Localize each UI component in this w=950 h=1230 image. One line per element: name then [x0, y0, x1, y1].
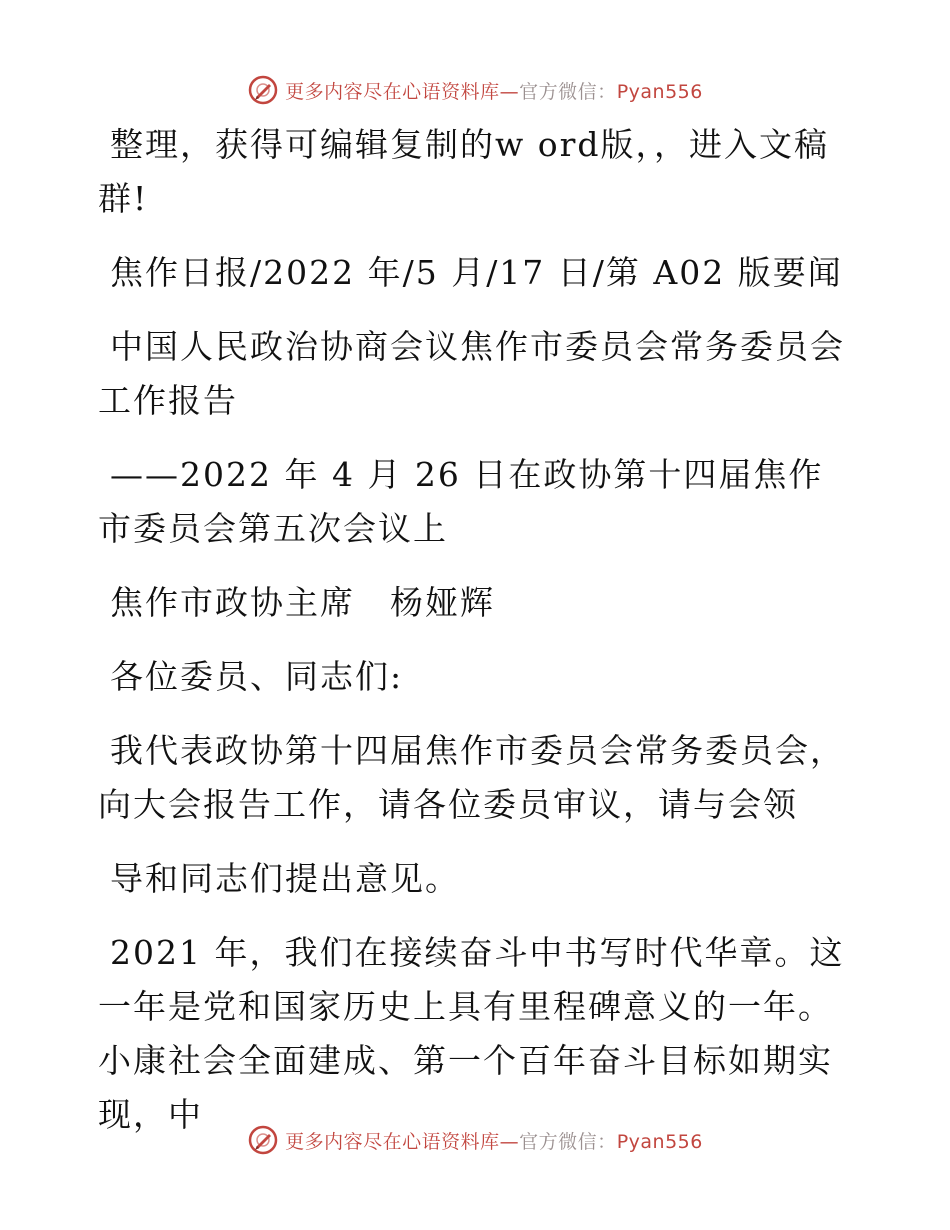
watermark-text: 更多内容尽在心语资料库—官方微信：Pyan556 — [285, 80, 703, 103]
paragraph-3: 中国人民政治协商会议焦作市委员会常务委员会工作报告 — [98, 327, 845, 420]
paragraph-5: 焦作市政协主席 杨娅辉 — [110, 583, 495, 622]
quill-pen-logo-icon — [247, 1124, 279, 1156]
quill-pen-logo-icon — [247, 74, 279, 106]
paragraph-4: ——2022 年 4 月 26 日在政协第十四届焦作市委员会第五次会议上 — [98, 455, 824, 548]
document-body — [98, 118, 858, 1162]
watermark-text: 更多内容尽在心语资料库—官方微信：Pyan556 — [285, 1130, 703, 1153]
paragraph-7: 我代表政协第十四届焦作市委员会常务委员会，向大会报告工作，请各位委员审议，请与会领 — [98, 731, 845, 824]
watermark-banner-bottom — [0, 1120, 950, 1160]
paragraph-8: 导和同志们提出意见。 — [110, 859, 460, 898]
paragraph-6: 各位委员、同志们: — [110, 657, 404, 696]
watermark-banner-top — [0, 70, 950, 110]
paragraph-2: 焦作日报/2022 年/5 月/17 日/第 A02 版要闻 — [110, 253, 843, 292]
paragraph-1: 整理，获得可编辑复制的w ord版，，进入文稿群! — [98, 125, 830, 218]
paragraph-9: 2021 年，我们在接续奋斗中书写时代华章。这一年是党和国家历史上具有里程碑意义的一年。小康社会全面建成、第一个百年奋斗目标如期实现，中 — [98, 933, 845, 1134]
